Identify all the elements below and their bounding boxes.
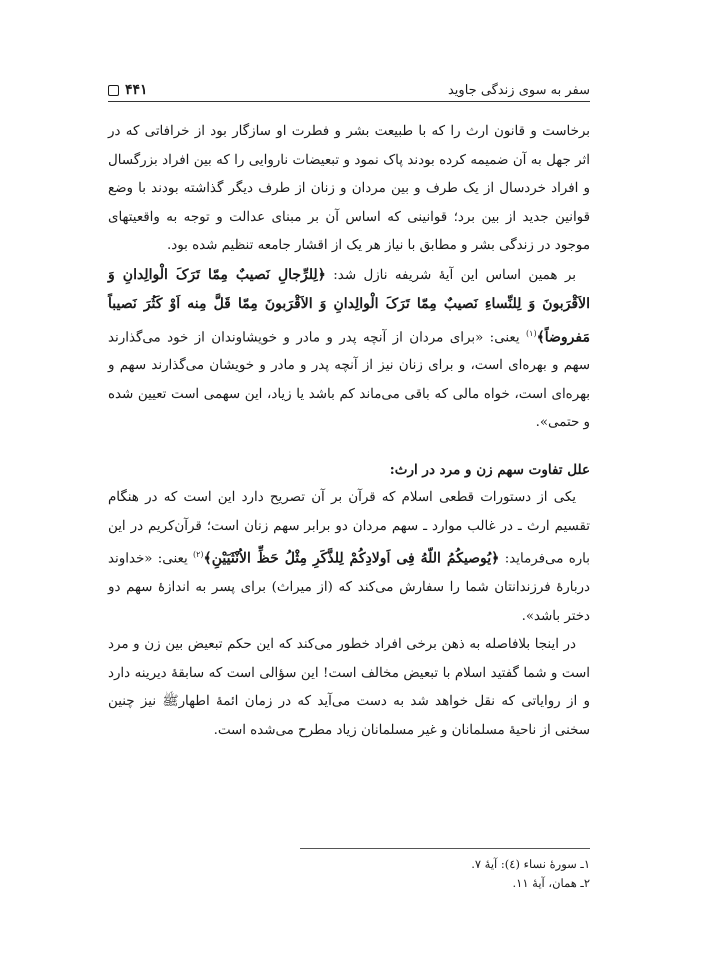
paragraph-3-rest: یعنی: «خداوند دربارهٔ فرزندانتان شما را سفارش می‌کند که (از میراث) برای پسر به اندازهٔ سهم دو دختر باشد». <box>108 551 590 624</box>
page-number: ۴۴۱ <box>125 82 148 98</box>
paragraph-3 <box>108 484 590 631</box>
footnote-ref-1: (۱) <box>526 328 537 338</box>
section-heading: علل تفاوت سهم زن و مرد در ارث: <box>389 461 590 478</box>
footnotes <box>108 855 590 893</box>
footnote-ref-2: (۲) <box>193 550 204 560</box>
running-title: سفر به سوی زندگی جاوید <box>447 83 590 98</box>
paragraph-3-intro: یکی از دستورات قطعی اسلام که قرآن بر آن تصریح دارد این است که در هنگام تقسیم ارث ـ در غالب موارد ـ سهم مردان دو برابر سهم زنان است؛ قرآن‌کریم در این باره می‌فرماید: <box>108 490 590 567</box>
footnote-1: ۱ـ سورهٔ نساء (٤): آیهٔ ۷. <box>471 857 590 871</box>
quran-verse-1: ﴿لِلرِّجالِ نَصیبٌ مِمّا تَرَکَ الْوالِدانِ وَ الاَقْرَبونَ وَ لِلنِّساءِ نَصیبٌ مِمّا تَرَکَ الْوالِدانِ وَ الاَقْرَبونَ مِمّا قَلَّ مِنه اَوْ کَثُرَ نَصیباً مَفروضاً﴾ <box>108 266 590 345</box>
footnote-rule <box>300 848 590 849</box>
paragraph-1: برخاست و قانون ارث را که با طبیعت بشر و فطرت او سازگار بود از خرافاتی که در اثر جهل به آن ضمیمه کرده بودند پاک نمود و تبعیضات ناروایی را که بین افراد بزرگسال و افراد خردسال از یک طرف و بین مردان و زنان از طرف دیگر گذاشته بودند با وضع قوانین جدید از بین برد؛ قوانینی که اساس آن بر مبنای عدالت و توجه به واقعیتهای موجود در زندگی بشر و مطابق با نیاز هر یک از اقشار جامعه تنظیم شده بود. <box>108 124 590 253</box>
footnote-2: ۲ـ همان، آیهٔ ۱۱. <box>512 876 590 890</box>
page-header <box>108 76 590 98</box>
quran-verse-2: ﴿یُوصیکُمُ اللّهُ فِی اَولادِکُمْ لِلذَّکَرِ مِثْلُ حَظِّ الاُنْثَیَیْنِ﴾ <box>203 550 500 567</box>
header-rule <box>108 101 590 102</box>
paragraph-4: در اینجا بلافاصله به ذهن برخی افراد خطور می‌کند که این حکم تبعیض بین زن و مرد است و شما گفتید اسلام با تبعیض مخالف است! این سؤالی است که سابقهٔ دیرینه دارد و از روایاتی که نقل خواهد شد به دست می‌آید که در زمان ائمهٔ اطهارﷺ نیز چنین سخنی از ناحیهٔ مسلمانان و غیر مسلمانان زیاد مطرح می‌شده است. <box>108 637 590 738</box>
square-ornament-icon <box>108 85 119 96</box>
paragraph-2-intro: بر همین اساس این آیهٔ شریفه نازل شد: <box>325 267 576 283</box>
paragraph-2-rest: یعنی: «برای مردان از آنچه پدر و مادر و خویشاوندان از خود می‌گذارند سهم و بهره‌ای است، و برای زنان نیز از آنچه پدر و مادر و خویشان می‌گذارند سهم و بهره‌ای است، خواه مالی که باقی می‌ماند کم باشد یا زیاد، این سهمی است تعیین شده و حتمی». <box>108 329 590 431</box>
paragraph-2 <box>108 261 590 438</box>
body-text <box>108 118 590 745</box>
page-number-group <box>108 82 148 98</box>
